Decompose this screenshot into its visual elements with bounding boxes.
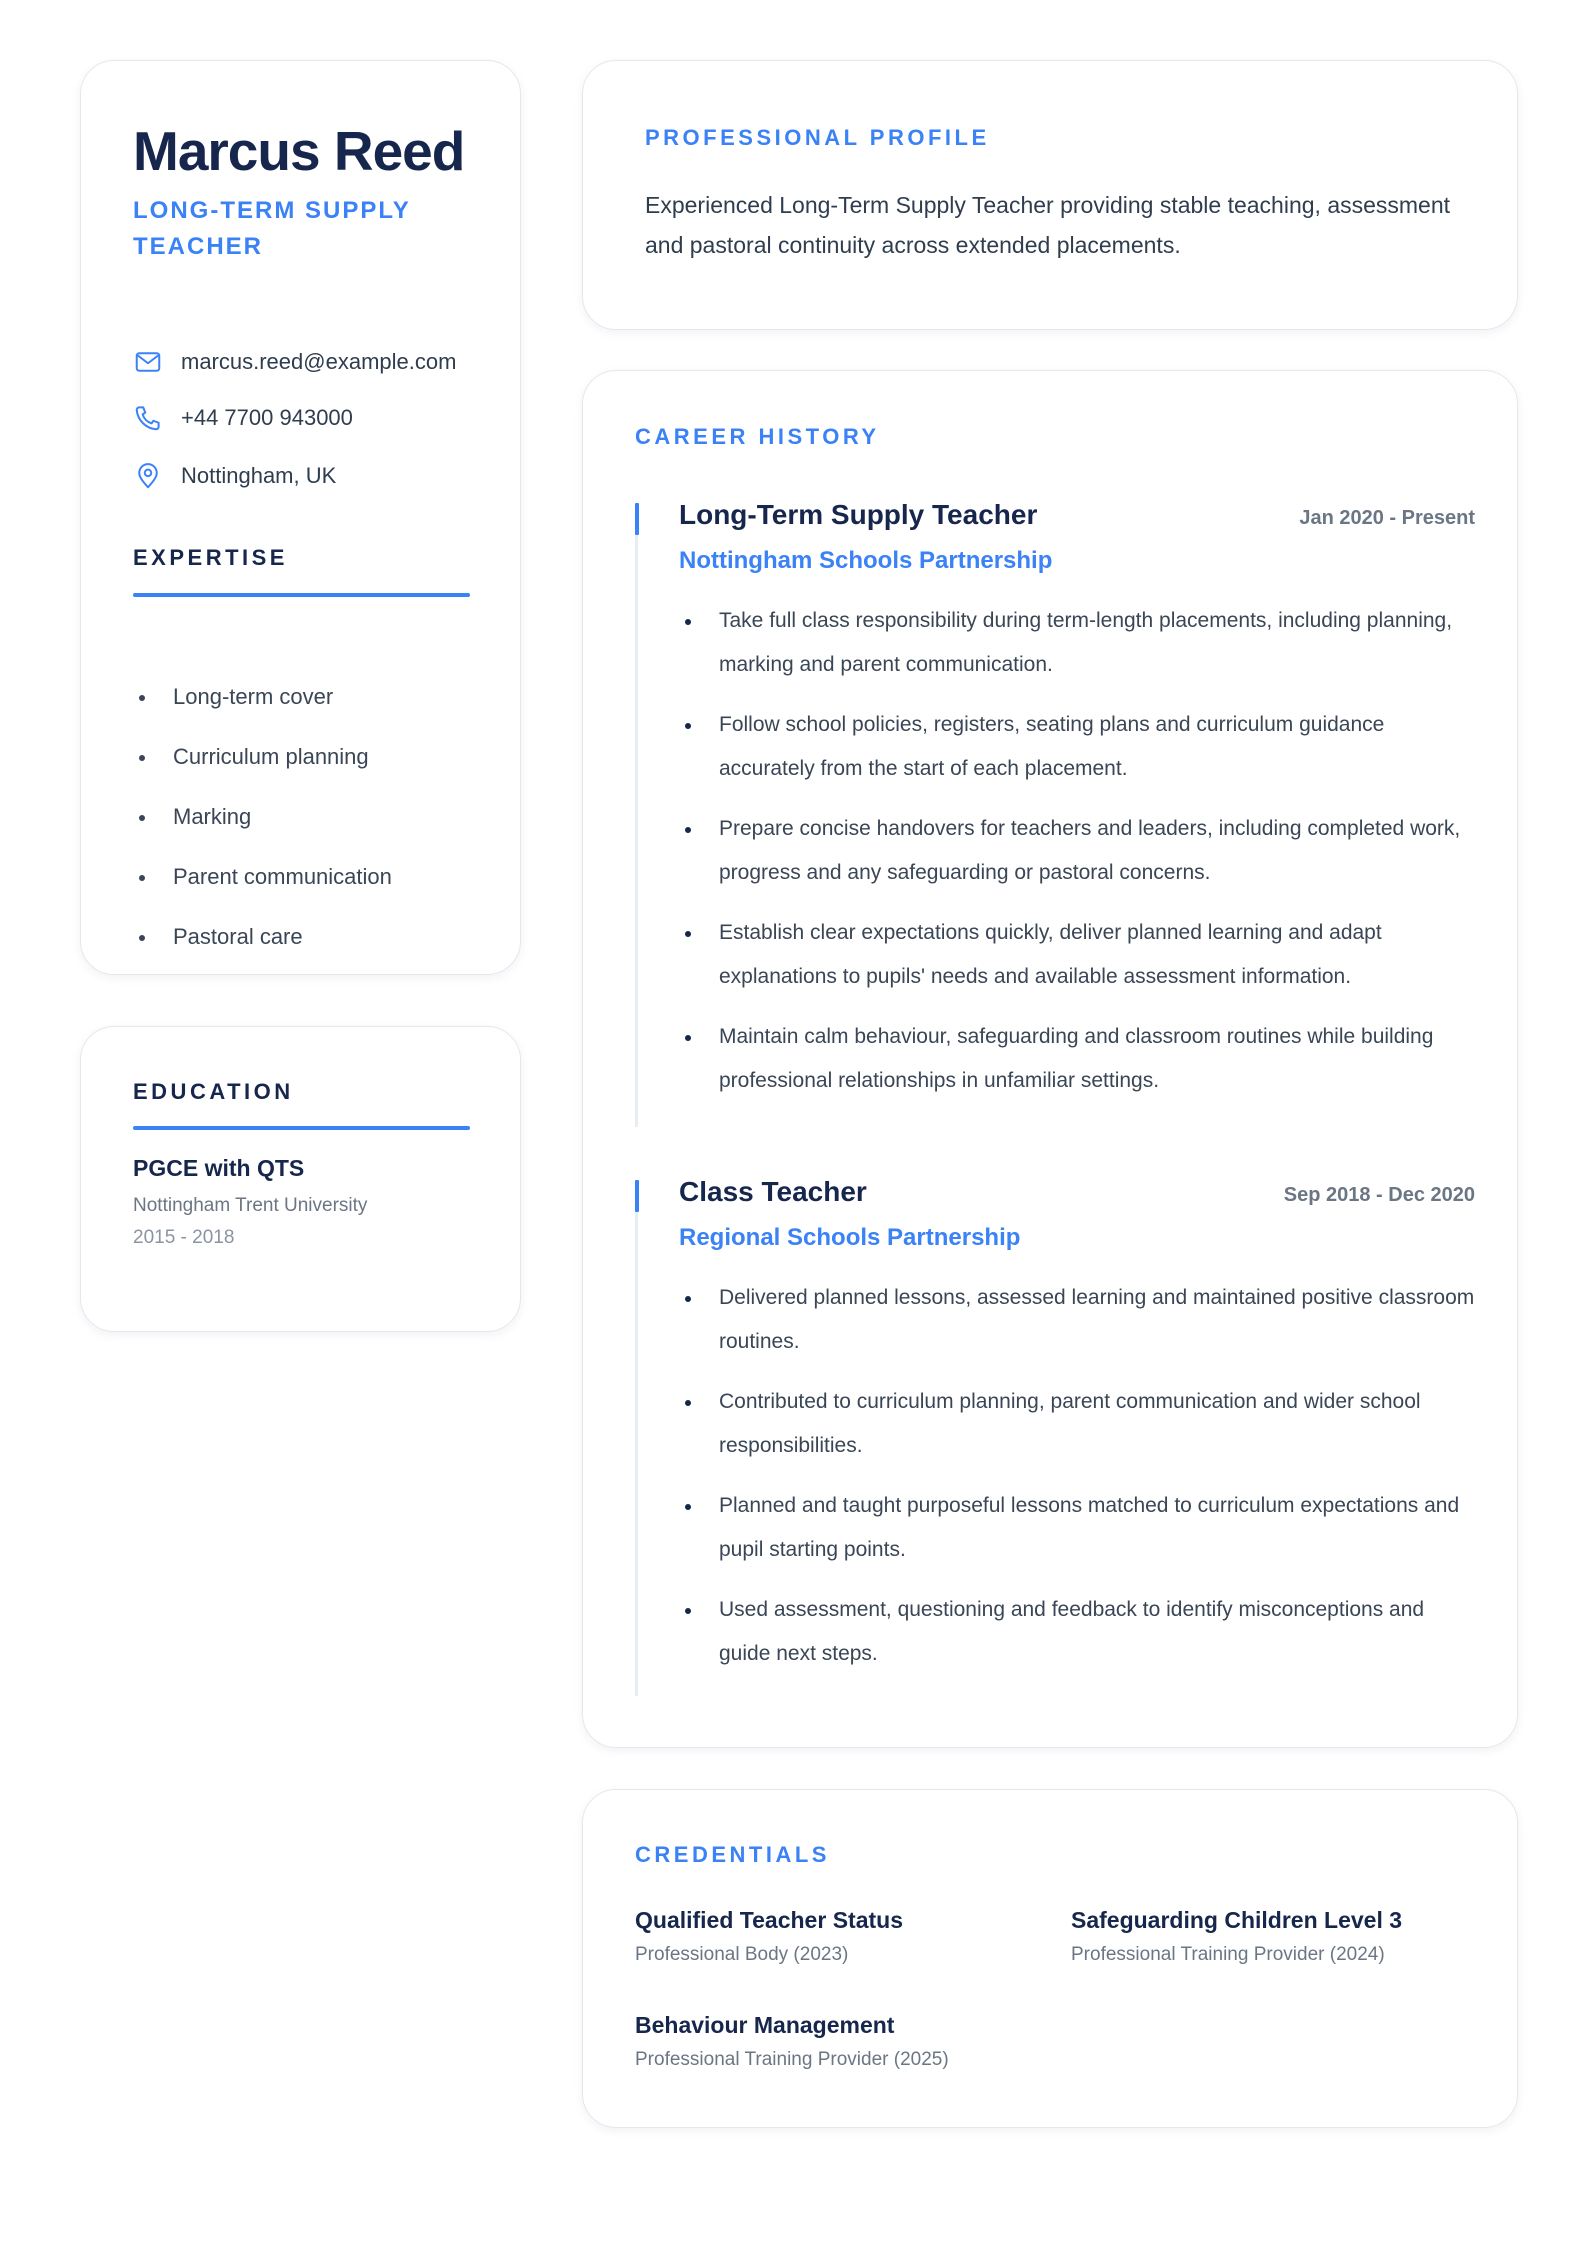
career-card (582, 370, 1518, 1748)
career-heading: CAREER HISTORY (635, 424, 880, 449)
location-pin-icon (133, 461, 163, 491)
expertise-heading: EXPERTISE (133, 545, 288, 570)
job-bullets (679, 1276, 1479, 1692)
contact-phone[interactable] (133, 398, 353, 438)
job-bullet: Prepare concise handovers for teachers and leaders, including completed work, progress and any safeguarding or pastoral concerns. (679, 807, 1479, 895)
education-years: 2015 - 2018 (133, 1227, 235, 1248)
job-bullet: Maintain calm behaviour, safeguarding and classroom routines while building professional relationships in unfamiliar settings. (679, 1015, 1479, 1103)
education-heading: EDUCATION (133, 1079, 294, 1104)
education-underline (133, 1126, 470, 1130)
job-bullet: Delivered planned lessons, assessed learning and maintained positive classroom routines. (679, 1276, 1479, 1364)
credential-name: Behaviour Management (635, 2012, 895, 2038)
job-bullet: Planned and taught purposeful lessons matched to curriculum expectations and pupil starting points. (679, 1484, 1479, 1572)
job-bullet: Contributed to curriculum planning, parent communication and wider school responsibilities. (679, 1380, 1479, 1468)
job-bullet: Follow school policies, registers, seating plans and curriculum guidance accurately from the start of each placement. (679, 703, 1479, 791)
profile-card (582, 60, 1518, 330)
profile-summary: Experienced Long-Term Supply Teacher providing stable teaching, assessment and pastoral continuity across extended placements. (645, 192, 1451, 258)
expertise-item: Parent communication (133, 847, 392, 907)
expertise-item: Curriculum planning (133, 727, 392, 787)
credential-detail: Professional Training Provider (2024) (1071, 1944, 1385, 1965)
credential-item (635, 1907, 903, 1966)
candidate-name: Marcus Reed (133, 120, 465, 182)
location-text: Nottingham, UK (181, 463, 337, 488)
contact-location (133, 456, 336, 496)
job-entry (635, 1176, 1475, 1696)
credential-item (1071, 1907, 1402, 1966)
education-degree: PGCE with QTS (133, 1155, 305, 1181)
expertise-item: Long-term cover (133, 667, 392, 727)
education-card (80, 1026, 521, 1332)
job-accent-bar (635, 1180, 639, 1212)
job-title: Long-Term Supply Teacher (679, 499, 1038, 530)
job-title: Class Teacher (679, 1176, 867, 1207)
job-organisation: Nottingham Schools Partnership (679, 547, 1053, 574)
credential-name: Qualified Teacher Status (635, 1907, 903, 1933)
credential-detail: Professional Body (2023) (635, 1944, 849, 1965)
expertise-item: Marking (133, 787, 392, 847)
job-dates: Sep 2018 - Dec 2020 (1283, 1184, 1475, 1206)
expertise-item: Pastoral care (133, 907, 392, 967)
education-school: Nottingham Trent University (133, 1195, 368, 1216)
expertise-underline (133, 593, 470, 597)
candidate-role: LONG-TERM SUPPLY TEACHER (133, 197, 411, 260)
profile-heading: PROFESSIONAL PROFILE (645, 125, 990, 150)
credential-detail: Professional Training Provider (2025) (635, 2049, 949, 2070)
expertise-list (133, 667, 392, 967)
job-bullets (679, 599, 1479, 1119)
job-rail (635, 1212, 638, 1696)
credential-item (635, 2012, 949, 2071)
mail-icon (133, 347, 163, 377)
phone-icon (133, 403, 163, 433)
email-text: marcus.reed@example.com (181, 349, 457, 374)
contact-email[interactable] (133, 342, 456, 382)
credentials-heading: CREDENTIALS (635, 1842, 830, 1867)
job-dates: Jan 2020 - Present (1299, 507, 1475, 529)
credential-name: Safeguarding Children Level 3 (1071, 1907, 1403, 1933)
identity-card (80, 60, 521, 975)
job-bullet: Take full class responsibility during term-length placements, including planning, marking and parent communication. (679, 599, 1479, 687)
job-accent-bar (635, 503, 639, 535)
job-entry (635, 499, 1475, 1127)
credentials-card (582, 1789, 1518, 2128)
job-bullet: Establish clear expectations quickly, deliver planned learning and adapt explanations to pupils' needs and available assessment information. (679, 911, 1479, 999)
job-bullet: Used assessment, questioning and feedback to identify misconceptions and guide next steps. (679, 1588, 1479, 1676)
job-organisation: Regional Schools Partnership (679, 1224, 1021, 1251)
phone-text: +44 7700 943000 (181, 405, 353, 430)
job-rail (635, 535, 638, 1127)
